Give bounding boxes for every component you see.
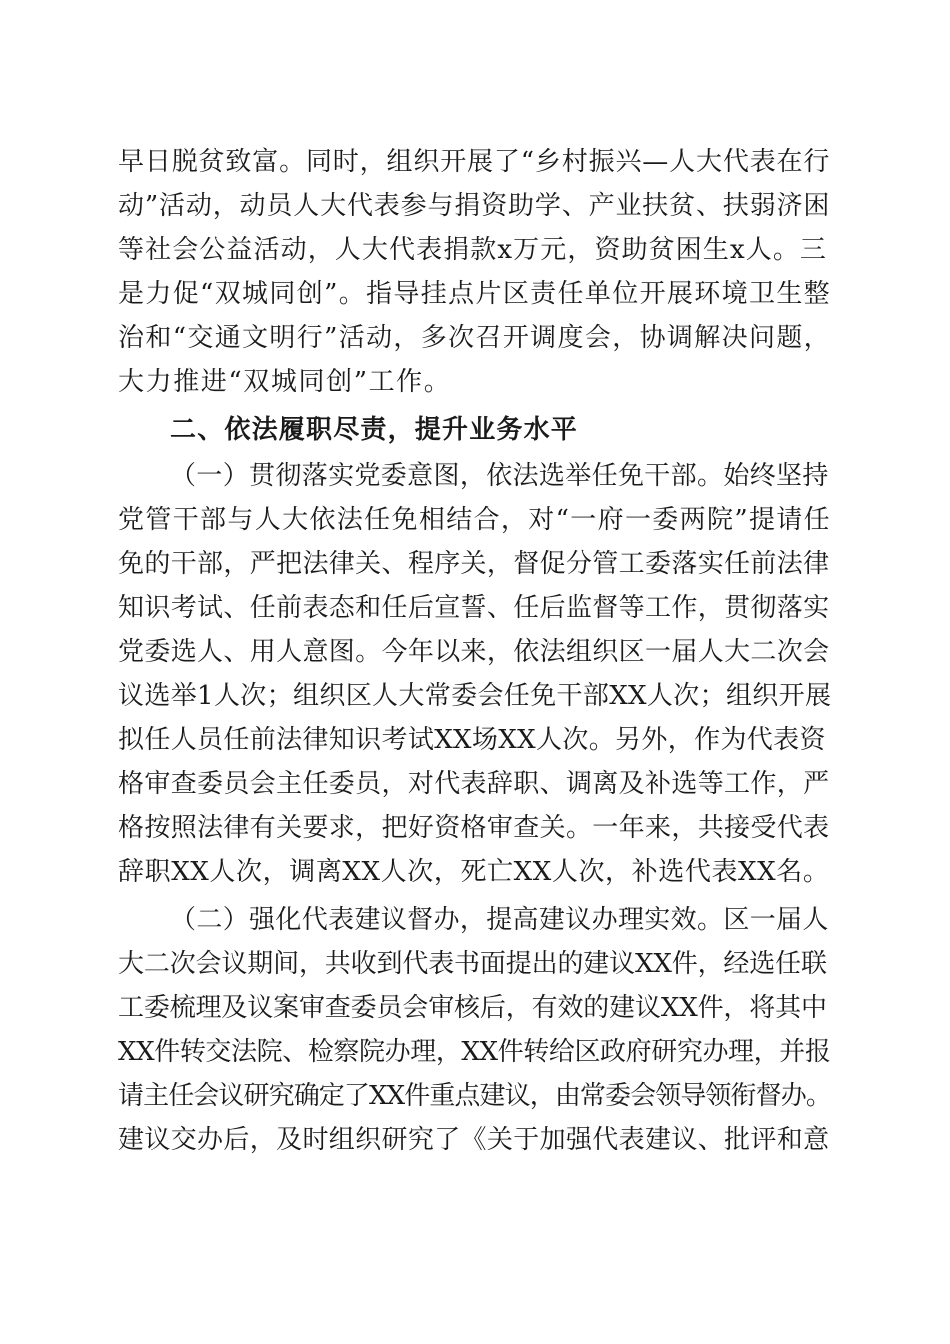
body-text-line: 议选举1人次；组织区人大常委会任免干部XX人次；组织开展 xyxy=(118,681,832,711)
body-text-line: XX件转交法院、检察院办理，XX件转给区政府研究办理，并报 xyxy=(118,1037,831,1067)
body-text-line: 动”活动，动员人大代表参与捐资助学、产业扶贫、扶弱济困 xyxy=(118,191,831,221)
body-text-line: 等社会公益活动，人大代表捐款x万元，资助贫困生x人。三 xyxy=(118,235,828,265)
body-text-line: 早日脱贫致富。同时，组织开展了“乡村振兴—人大代表在行 xyxy=(118,147,831,177)
body-text-line: 是力促“双城同创”。指导挂点片区责任单位开展环境卫生整 xyxy=(118,279,832,309)
paragraph-first-line: （二）强化代表建议督办，提高建议办理实效。区一届人 xyxy=(170,905,829,935)
section-heading: 二、依法履职尽责，提升业务水平 xyxy=(170,415,579,445)
body-text-line: 知识考试、任前表态和任后宣誓、任后监督等工作，贯彻落实 xyxy=(118,593,830,623)
body-text-line: 格按照法律有关要求，把好资格审查关。一年来，共接受代表 xyxy=(118,813,830,843)
body-text-line: 请主任会议研究确定了XX件重点建议，由常委会领导领衔督办。 xyxy=(118,1081,831,1111)
body-text-line: 大二次会议期间，共收到代表书面提出的建议XX件，经选任联 xyxy=(118,949,827,979)
paragraph-first-line: （一）贯彻落实党委意图，依法选举任免干部。始终坚持 xyxy=(170,461,829,491)
body-text-line: 免的干部，严把法律关、程序关，督促分管工委落实任前法律 xyxy=(118,549,830,579)
body-text-line: 大力推进“双城同创”工作。 xyxy=(118,367,452,397)
body-text-line: 辞职XX人次，调离XX人次，死亡XX人次，补选代表XX名。 xyxy=(118,857,830,887)
body-text-line: 工委梳理及议案审查委员会审核后，有效的建议XX件，将其中 xyxy=(118,993,827,1023)
body-text-line: 拟任人员任前法律知识考试XX场XX人次。另外，作为代表资 xyxy=(118,725,826,755)
body-text-line: 治和“交通文明行”活动，多次召开调度会，协调解决问题， xyxy=(118,323,832,353)
body-text-line: 党委选人、用人意图。今年以来，依法组织区一届人大二次会 xyxy=(118,637,830,667)
body-text-line: 党管干部与人大依法任免相结合，对“一府一委两院”提请任 xyxy=(118,505,832,535)
body-text-line: 建议交办后，及时组织研究了《关于加强代表建议、批评和意 xyxy=(118,1125,830,1155)
body-text-line: 格审查委员会主任委员，对代表辞职、调离及补选等工作，严 xyxy=(118,769,830,799)
